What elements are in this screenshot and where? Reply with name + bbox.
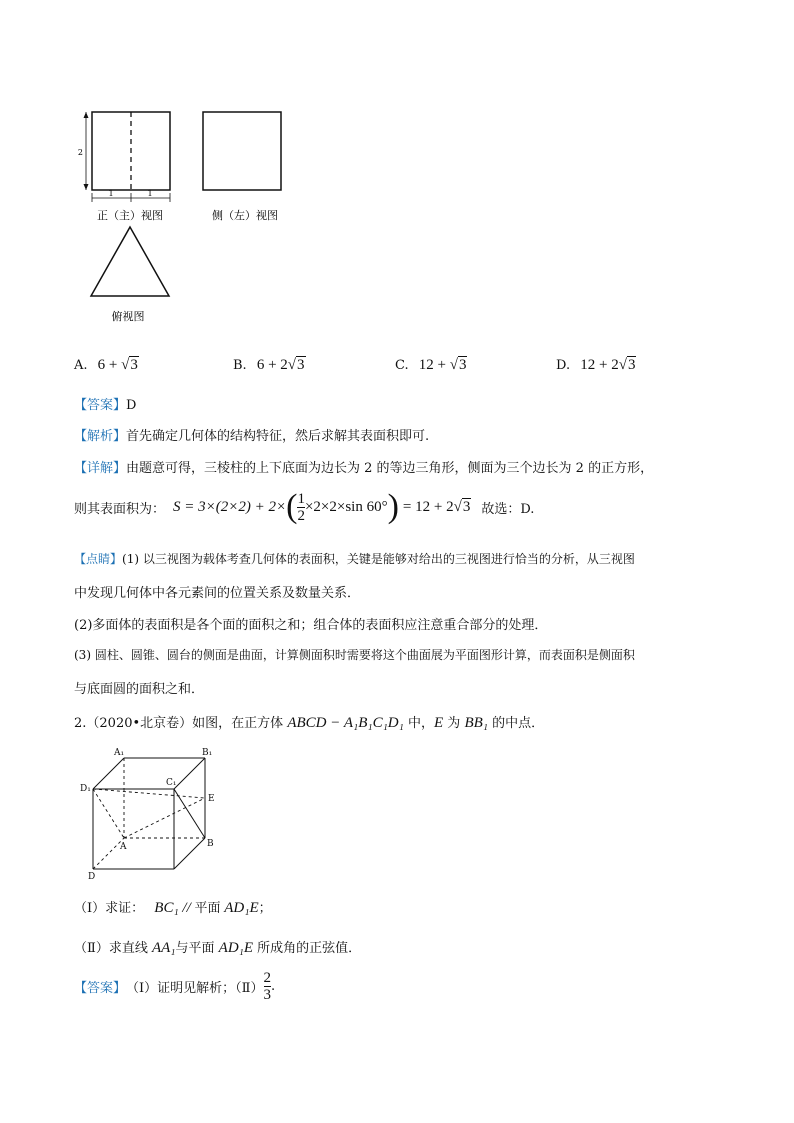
- surface-formula-mid: ×2×2×sin 60°: [304, 498, 388, 515]
- answer-2-fraction: $\frac{2}{3}$: [263, 969, 271, 1003]
- surface-formula-rad: 3: [462, 499, 471, 515]
- comment-1-tag: 【点睛】: [74, 552, 123, 566]
- surface-formula-rhs: = 12 + 2: [402, 498, 454, 515]
- option-d: D. 12 + 2√3: [556, 357, 636, 373]
- comment-1-line1: [74, 550, 635, 567]
- option-d-label: D.: [556, 358, 571, 373]
- question-2-cube-name: ABCD − A₁B₁C₁D₁: [287, 715, 404, 731]
- question-2-part2: （Ⅱ）求直线 AA₁与平面 AD₁E 所成角的正弦值．: [74, 940, 362, 956]
- option-b: B. 6 + 2√3: [233, 357, 305, 373]
- answer-2: 【答案】 （Ⅰ）证明见解析；（Ⅱ） $\frac{2}{3}$ .: [74, 969, 276, 1003]
- comment-1-p1-line1: (1) 以三视图为载体考查几何体的表面积，关键是能够对给出的三视图进行恰当的分析，从三视图: [122, 552, 635, 566]
- surface-formula-lhs: S = 3×(2×2) + 2×: [173, 498, 287, 515]
- analysis-1: [74, 425, 429, 444]
- front-dim-right: 1: [147, 189, 153, 198]
- question-2-part1: （Ⅰ）求证： BC₁ // 平面 AD₁E；: [74, 900, 272, 916]
- option-d-expr: 12 + 2: [580, 357, 619, 373]
- answer-1-text: D: [126, 398, 137, 413]
- detail-1-text: 由题意可得，三棱柱的上下底面为边长为 2 的等边三角形，侧面为三个边长为 2 的正方形，: [126, 461, 654, 476]
- option-b-rad: 3: [297, 357, 305, 373]
- answer-1-tag: 【答案】: [74, 398, 127, 413]
- front-view-caption: 正（主）视图: [97, 209, 163, 222]
- option-a-rad: 3: [130, 357, 138, 373]
- detail-1-conclusion: 故选：D.: [481, 501, 535, 517]
- three-view-figure: [70, 105, 310, 335]
- detail-1-line1: [74, 457, 653, 476]
- detail-1-prefix: 则其表面积为：: [74, 501, 166, 517]
- cube-label-a: A: [120, 842, 127, 852]
- cube-label-a1: A₁: [114, 748, 125, 758]
- option-b-expr: 6 + 2: [256, 357, 288, 373]
- option-a-label: A.: [74, 358, 88, 373]
- question-2-source: （2020•北京卷）: [86, 716, 193, 731]
- option-c-rad: 3: [458, 357, 467, 373]
- detail-1-line2: 则其表面积为： S = 3×(2×2) + 2× ( $\frac{1}{2}$ ×2×2×sin 60° ) = 12 + 2 √ 3 故选：D.: [74, 488, 535, 525]
- side-view-square: [203, 112, 281, 190]
- side-view-caption: 侧（左）视图: [212, 209, 278, 222]
- comment-1-p1-line2: 中发现几何体中各元素间的位置关系及数量关系．: [74, 586, 361, 601]
- answer-1: [74, 394, 136, 413]
- cube-label-d1: D₁: [80, 784, 91, 794]
- analysis-1-text: 首先确定几何体的结构特征，然后求解其表面积即可.: [126, 429, 430, 444]
- option-a-expr: 6 +: [97, 357, 122, 373]
- question-2-edge: BB₁: [464, 715, 488, 731]
- cube-label-d: D: [88, 872, 96, 882]
- top-view-caption: 俯视图: [111, 310, 145, 323]
- surface-formula-frac: $\frac{1}{2}$: [297, 490, 305, 524]
- front-dim-left: 1: [108, 189, 114, 198]
- option-b-label: B.: [233, 358, 247, 373]
- option-d-rad: 3: [627, 357, 636, 373]
- top-view-triangle: [91, 227, 169, 296]
- comment-1-p3-line1: (3) 圆柱、圆锥、圆台的侧面是曲面，计算侧面积时需要将这个曲面展为平面图形计算，而表面积是侧面积: [74, 648, 635, 662]
- cube-label-b1: B₁: [202, 748, 213, 758]
- answer-2-tag: 【答案】: [74, 980, 127, 996]
- cube-label-e: E: [208, 794, 215, 804]
- option-c: C. 12 + √3: [395, 357, 467, 373]
- comment-1-p2: (2)多面体的表面积是各个面的面积之和；组合体的表面积应注意重合部分的处理．: [74, 618, 548, 633]
- cube-figure: [78, 742, 228, 882]
- comment-1-p3-line2: 与底面圆的面积之和．: [74, 682, 205, 697]
- front-dim-height: 2: [77, 148, 83, 157]
- answer-2-text: （Ⅰ）证明见解析；（Ⅱ）: [126, 980, 264, 996]
- question-2: 2.（2020•北京卷）如图，在正方体 ABCD − A₁B₁C₁D₁ 中，E 为 BB₁ 的中点．: [74, 715, 545, 731]
- cube-label-b: B: [207, 839, 214, 849]
- question-2-number: 2.: [74, 716, 87, 731]
- detail-1-tag: 【详解】: [74, 461, 127, 476]
- analysis-1-tag: 【解析】: [74, 429, 127, 444]
- question-2-text-a: 如图，在正方体: [192, 716, 288, 731]
- option-a: A. 6 + √3: [74, 357, 138, 373]
- cube-label-c1: C₁: [166, 778, 177, 788]
- question-2-point: E: [434, 715, 444, 731]
- option-c-label: C.: [395, 358, 409, 373]
- option-c-expr: 12 +: [418, 357, 450, 373]
